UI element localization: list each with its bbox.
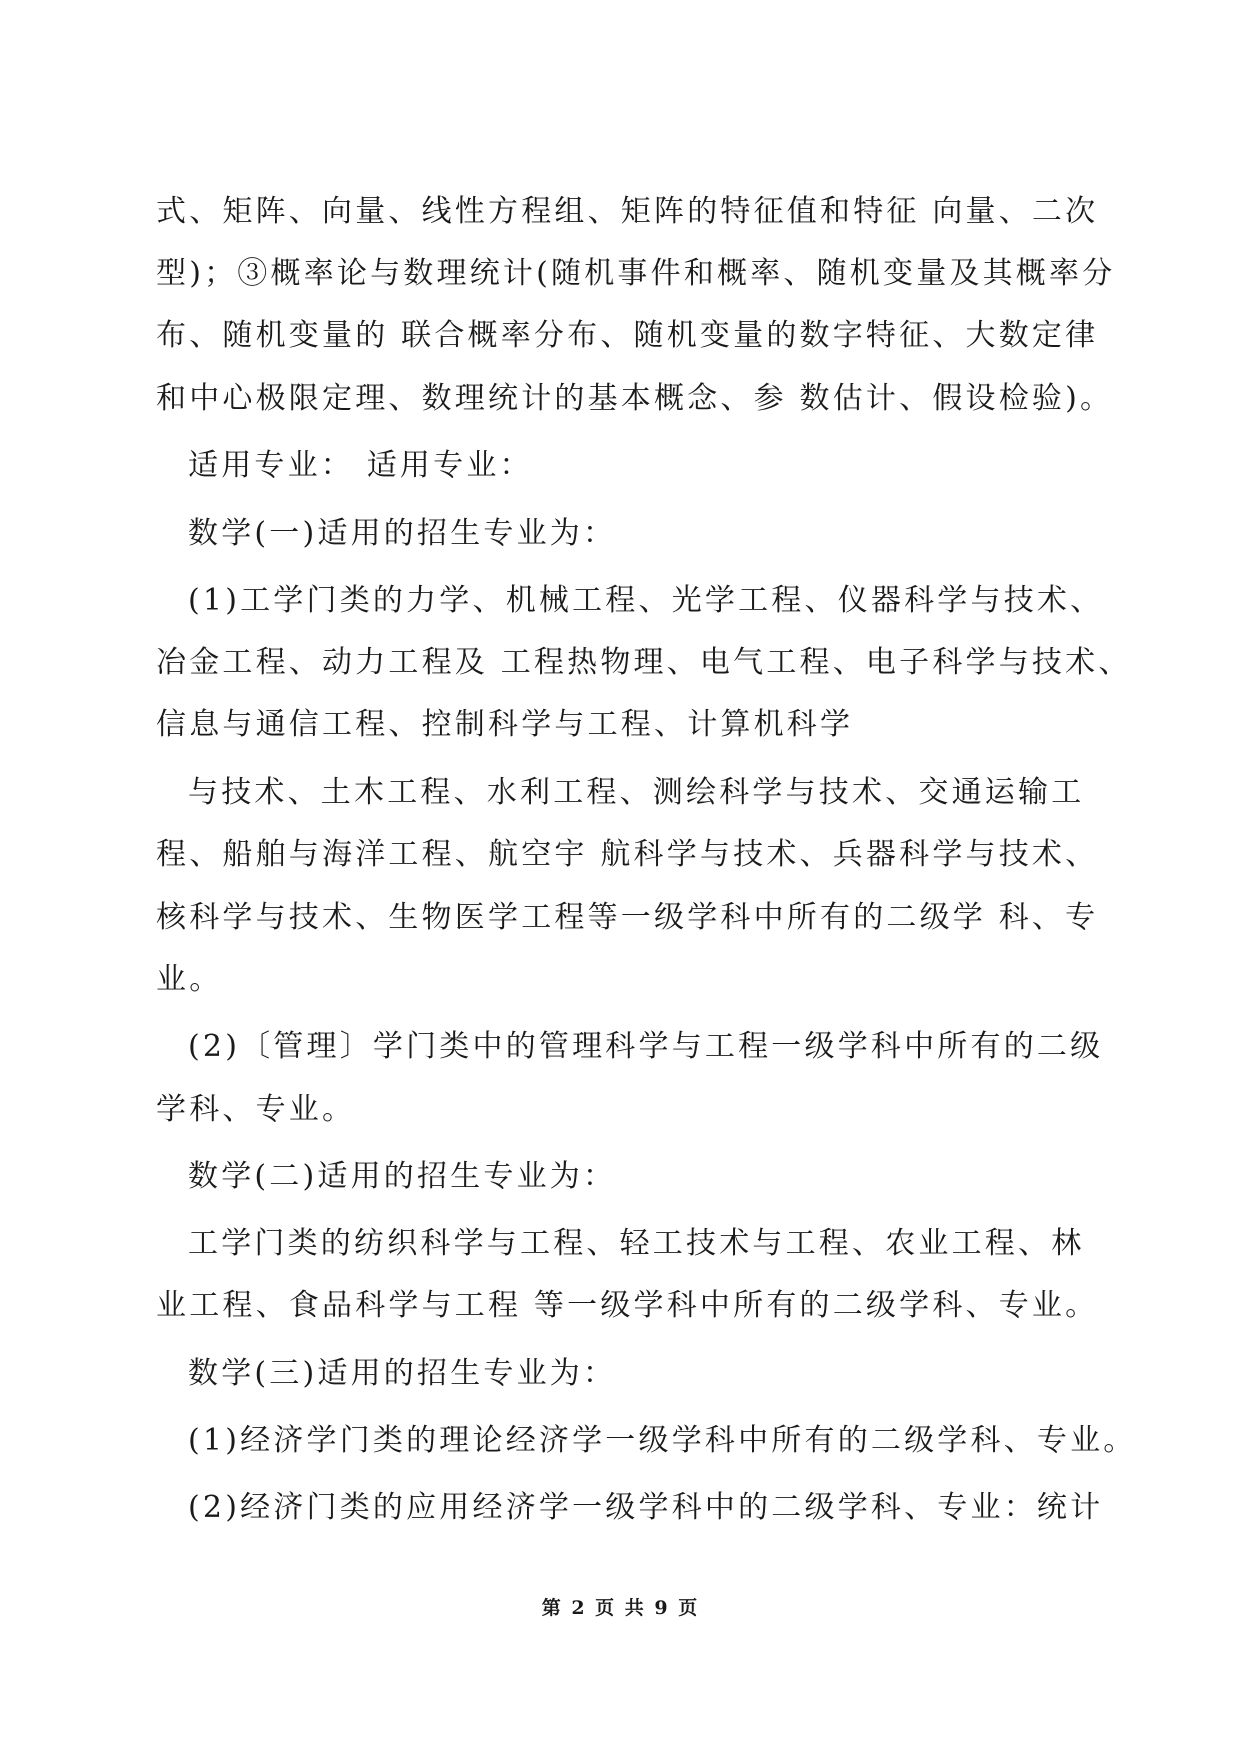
text-line: 适用专业： 适用专业： xyxy=(188,448,533,483)
text-line: (2)经济门类的应用经济学一级学科中的二级学科、专业：统计 xyxy=(188,1490,1104,1525)
text-line: 信息与通信工程、控制科学与工程、计算机科学 xyxy=(156,707,854,742)
text-line: (1)工学门类的力学、机械工程、光学工程、仪器科学与技术、 xyxy=(188,583,1104,618)
text-line: (1)经济学门类的理论经济学一级学科中所有的二级学科、专业。 xyxy=(188,1423,1137,1458)
text-line: 数学(三)适用的招生专业为： xyxy=(188,1356,617,1391)
text-line: 业工程、食品科学与工程 等一级学科中所有的二级学科、专业。 xyxy=(156,1288,1099,1323)
text-line: (2)〔管理〕学门类中的管理科学与工程一级学科中所有的二级 xyxy=(188,1029,1104,1064)
page-footer: 第 2 页 共 9 页 xyxy=(541,1597,700,1619)
text-line: 式、矩阵、向量、线性方程组、矩阵的特征值和特征 向量、二次 xyxy=(156,194,1099,229)
text-line: 学科、专业。 xyxy=(156,1092,356,1127)
text-line: 数学(二)适用的招生专业为： xyxy=(188,1159,617,1194)
text-line: 布、随机变量的 联合概率分布、随机变量的数字特征、大数定律 xyxy=(156,318,1099,353)
text-line: 核科学与技术、生物医学工程等一级学科中所有的二级学 科、专 xyxy=(156,900,1099,935)
text-line: 型)；③概率论与数理统计(随机事件和概率、随机变量及其概率分 xyxy=(156,256,1116,291)
text-line: 冶金工程、动力工程及 工程热物理、电气工程、电子科学与技术、 xyxy=(156,645,1132,680)
text-line: 与技术、土木工程、水利工程、测绘科学与技术、交通运输工 xyxy=(188,775,1085,810)
text-line: 数学(一)适用的招生专业为： xyxy=(188,516,617,551)
text-line: 程、船舶与海洋工程、航空宇 航科学与技术、兵器科学与技术、 xyxy=(156,837,1099,872)
text-line: 工学门类的纺织科学与工程、轻工技术与工程、农业工程、林 xyxy=(188,1226,1085,1261)
text-line: 业。 xyxy=(156,962,223,997)
text-line: 和中心极限定理、数理统计的基本概念、参 数估计、假设检验)。 xyxy=(156,381,1114,416)
